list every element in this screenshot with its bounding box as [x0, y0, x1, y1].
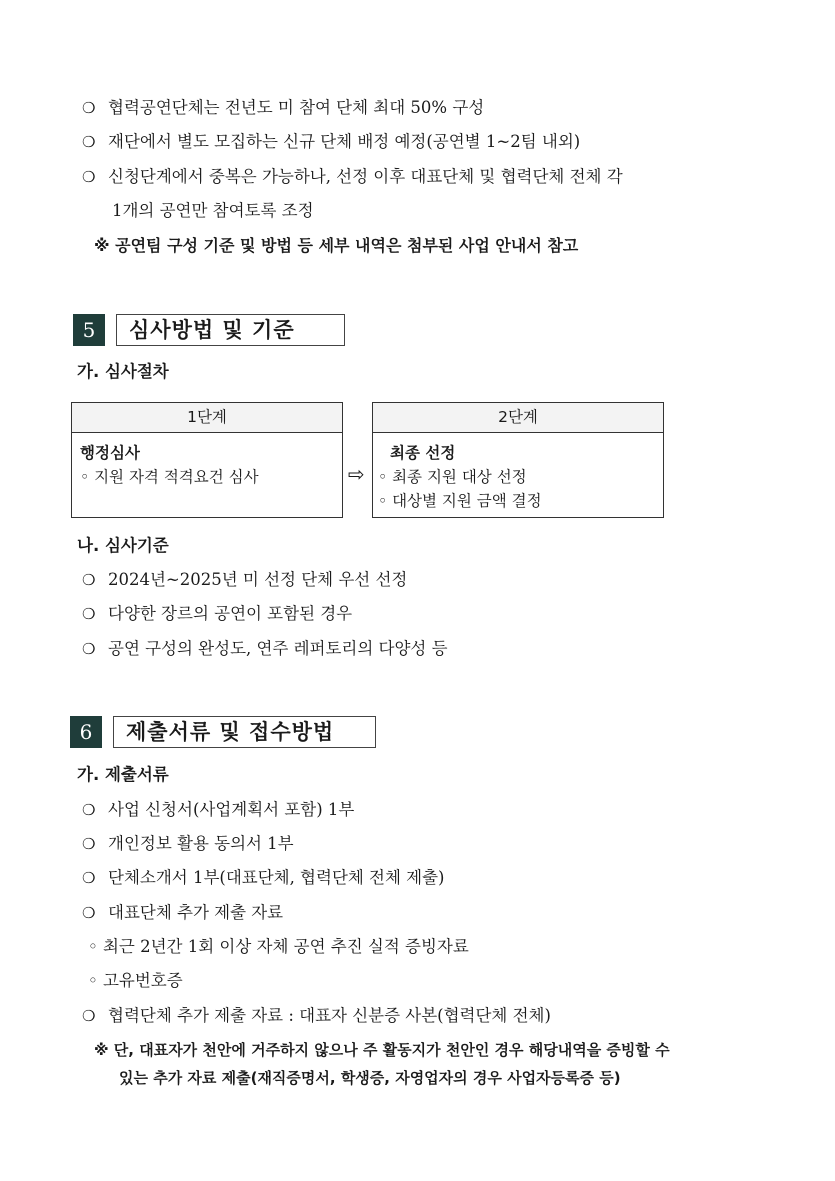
list-item: ❍ 개인정보 활용 동의서 1부 [82, 834, 294, 853]
bullet-icon: ❍ [82, 640, 96, 658]
section-number: 5 [73, 314, 105, 346]
arrow-right-icon: ⇨ [348, 462, 365, 486]
subheading: 가. 심사절차 [77, 362, 169, 381]
section-number: 6 [70, 716, 102, 748]
list-item: ❍ 사업 신청서(사업계획서 포함) 1부 [82, 800, 355, 819]
stage-2-title: 최종 선정 [390, 444, 456, 462]
reference-note: ※ 공연팀 구성 기준 및 방법 등 세부 내역은 첨부된 사업 안내서 참고 [94, 236, 579, 255]
bullet-icon: ❍ [82, 835, 96, 853]
bullet-icon: ❍ [82, 801, 96, 819]
list-item-continuation: 1개의 공연만 참여토록 조정 [112, 201, 314, 220]
stage-1-title: 행정심사 [80, 444, 140, 462]
list-item: ❍ 단체소개서 1부(대표단체, 협력단체 전체 제출) [82, 868, 445, 887]
list-item: ❍ 협력공연단체는 전년도 미 참여 단체 최대 50% 구성 [82, 98, 485, 117]
sub-list-item: ◦ 고유번호증 [88, 971, 183, 990]
list-item: ❍ 공연 구성의 완성도, 연주 레퍼토리의 다양성 등 [82, 639, 448, 658]
stage-1-header: 1단계 [72, 403, 342, 433]
section-title: 제출서류 및 접수방법 [113, 716, 376, 748]
stage-2-header: 2단계 [373, 403, 663, 433]
bullet-icon: ❍ [82, 904, 96, 922]
residency-note-continuation: 있는 추가 자료 제출(재직증명서, 학생증, 자영업자의 경우 사업자등록증 등) [119, 1069, 621, 1087]
list-item: ❍ 재단에서 별도 모집하는 신규 단체 배정 예정(공연별 1~2팀 내외) [82, 132, 581, 151]
section-title: 심사방법 및 기준 [116, 314, 345, 346]
bullet-icon: ❍ [82, 1007, 96, 1025]
stage-1-box [71, 402, 343, 518]
stage-2-item: ◦ 최종 지원 대상 선정 [378, 468, 527, 486]
stage-2-box [372, 402, 664, 518]
subheading: 나. 심사기준 [77, 536, 169, 555]
bullet-icon: ❍ [82, 133, 96, 151]
stage-2-item: ◦ 대상별 지원 금액 결정 [378, 492, 542, 510]
list-item: ❍ 대표단체 추가 제출 자료 [82, 903, 284, 922]
list-item: ❍ 협력단체 추가 제출 자료 : 대표자 신분증 사본(협력단체 전체) [82, 1006, 551, 1025]
sub-list-item: ◦ 최근 2년간 1회 이상 자체 공연 추진 실적 증빙자료 [88, 937, 469, 956]
residency-note: ※ 단, 대표자가 천안에 거주하지 않으나 주 활동지가 천안인 경우 해당내역을 증빙할 수 [94, 1041, 670, 1059]
bullet-icon: ❍ [82, 168, 96, 186]
list-item: ❍ 2024년~2025년 미 선정 단체 우선 선정 [82, 570, 408, 589]
bullet-icon: ❍ [82, 605, 96, 623]
bullet-icon: ❍ [82, 869, 96, 887]
stage-1-item: ◦ 지원 자격 적격요건 심사 [80, 468, 259, 486]
list-item: ❍ 신청단계에서 중복은 가능하나, 선정 이후 대표단체 및 협력단체 전체 각 [82, 167, 623, 186]
list-item: ❍ 다양한 장르의 공연이 포함된 경우 [82, 604, 353, 623]
bullet-icon: ❍ [82, 571, 96, 589]
bullet-icon: ❍ [82, 99, 96, 117]
subheading: 가. 제출서류 [77, 765, 169, 784]
